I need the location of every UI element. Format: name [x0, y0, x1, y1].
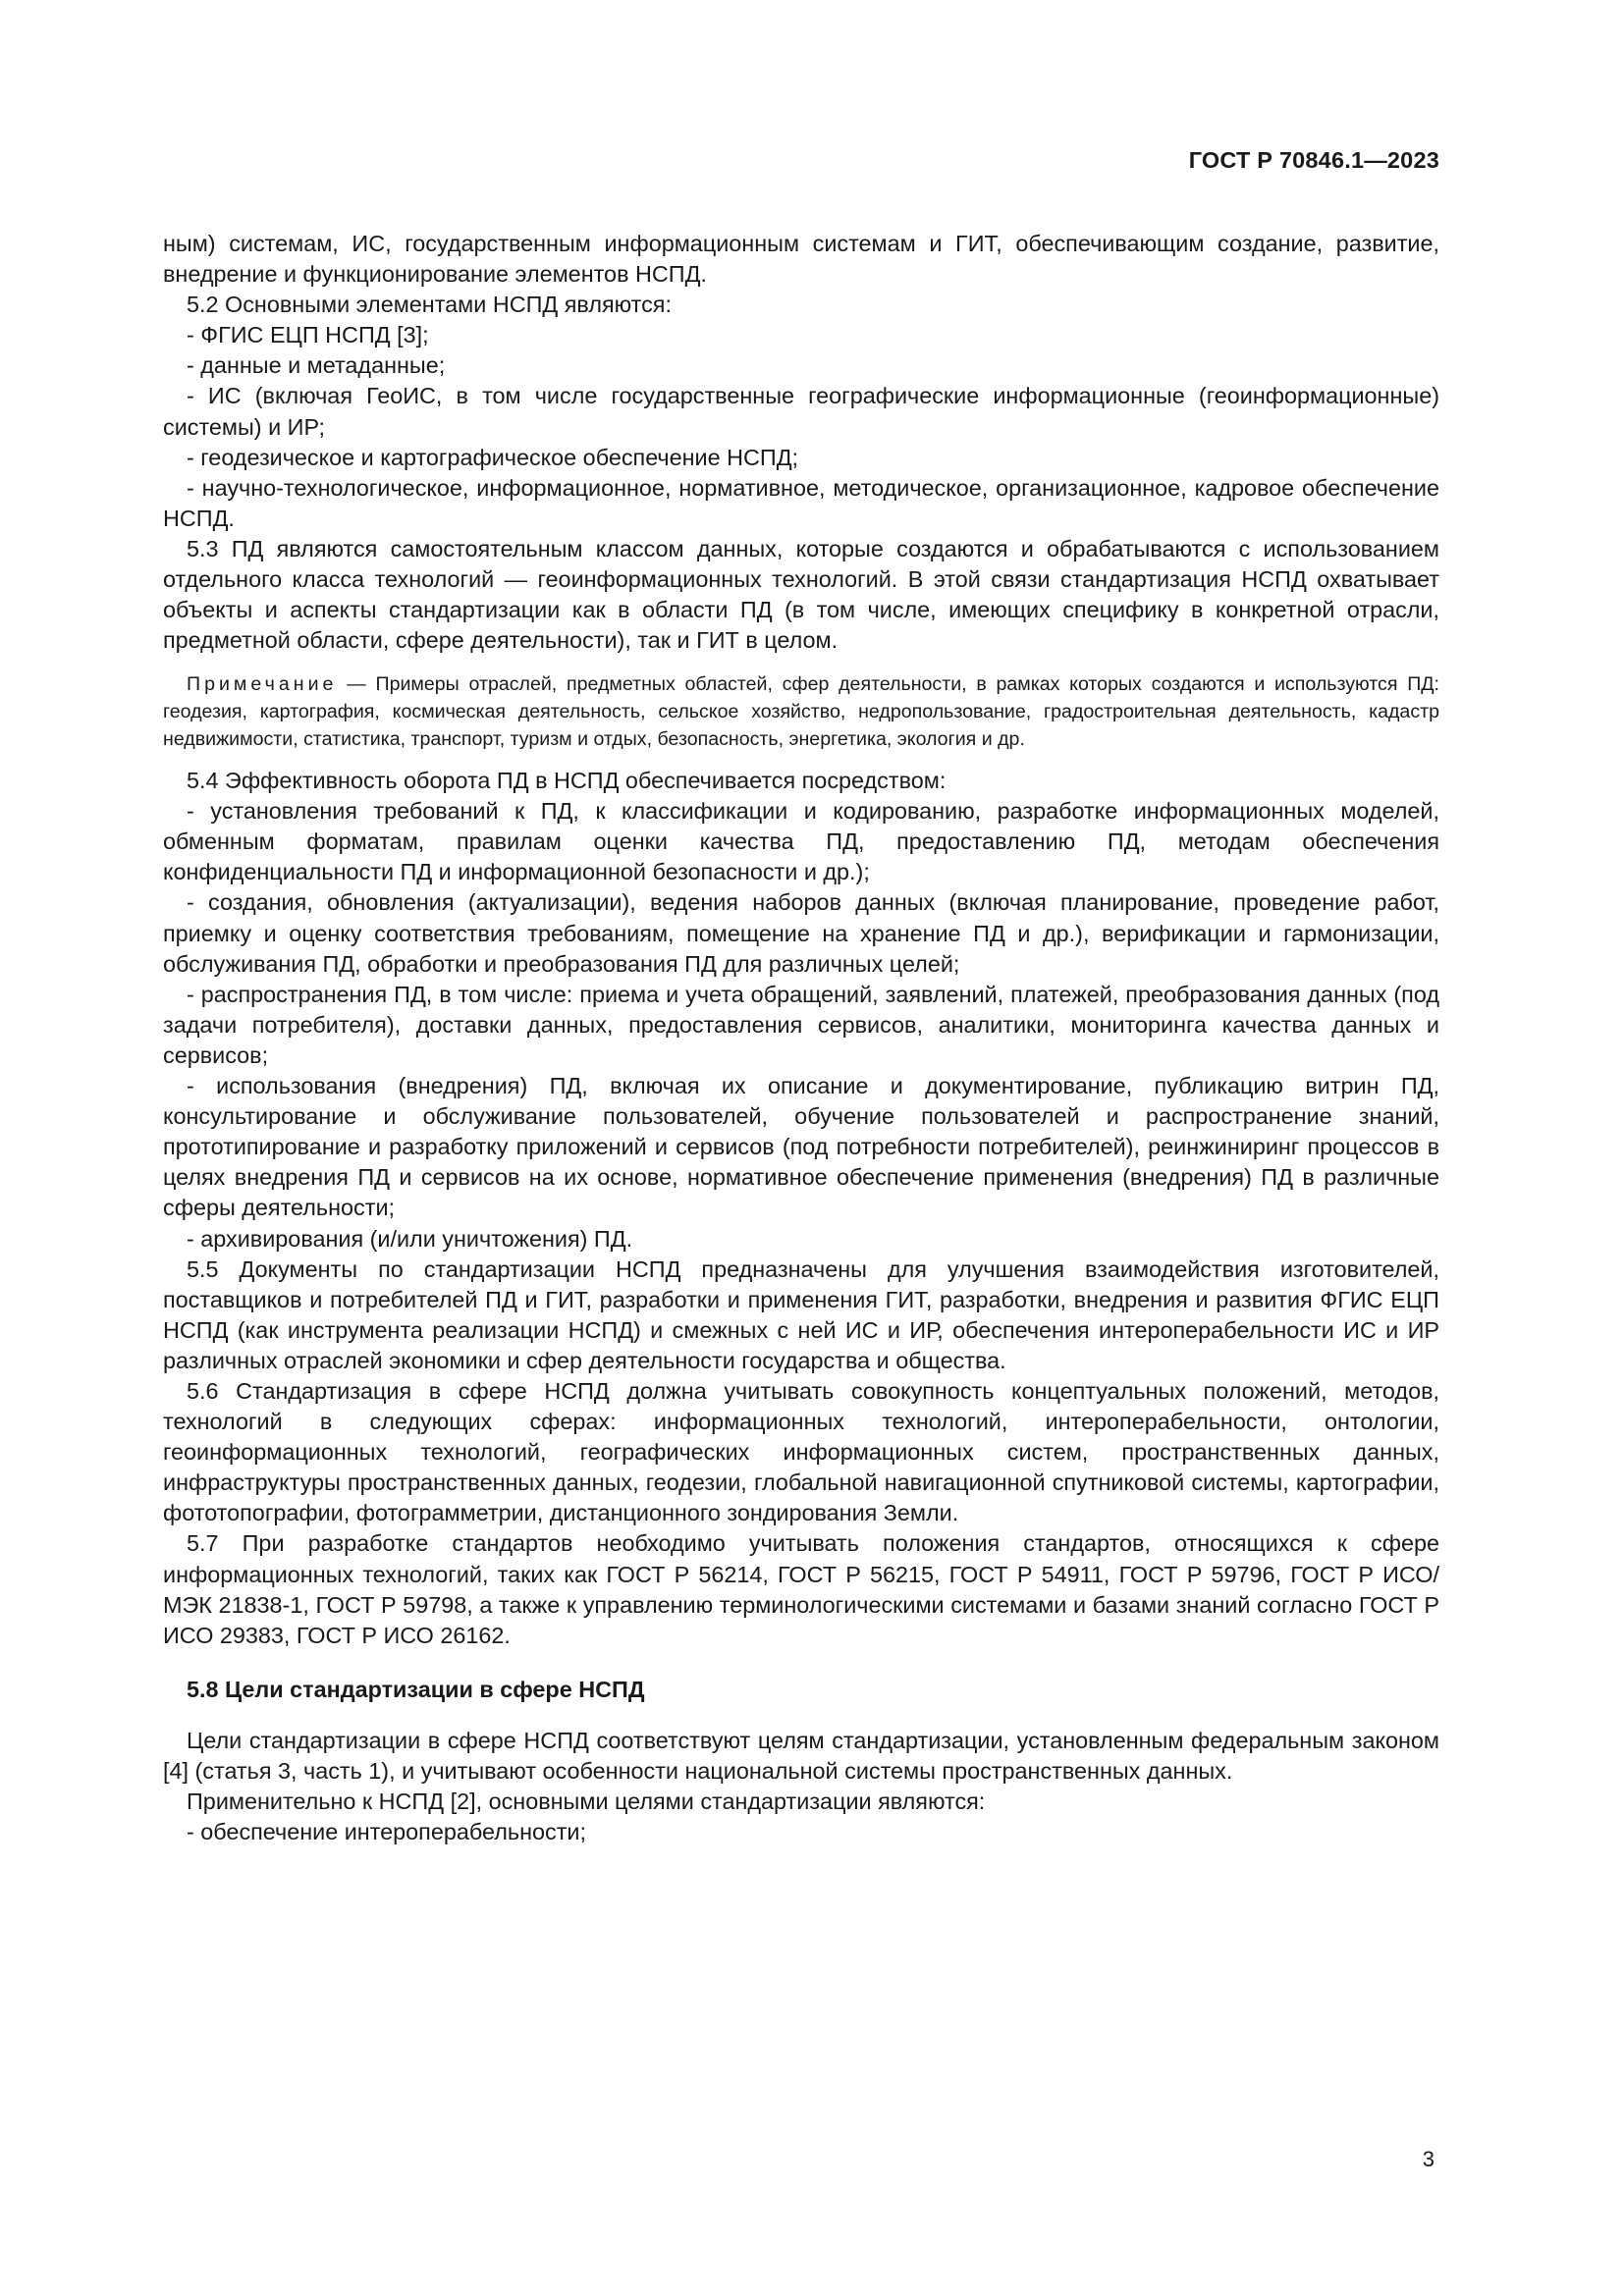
list-item: - распространения ПД, в том числе: приема и учета обращений, заявлений, платежей, преобразования данных (под задачи потребителя), доставки данных, предоставления сервисов, аналитики, мониторинга качества данных и сервисов;	[163, 981, 1439, 1068]
list-item: - установления требований к ПД, к классификации и кодированию, разработке информационных моделей, обменным форматам, правилам оценки качества ПД, предоставлению ПД, методам обеспечения конфиденциальности ПД и информационной безопасности и др.);	[163, 798, 1439, 885]
list-item: - ФГИС ЕЦП НСПД [3];	[187, 322, 429, 348]
paragraph-5-6: 5.6 Стандартизация в сфере НСПД должна учитывать совокупность концептуальных положений, методов, технологий в следующих сферах: информационных технологий, интероперабельности, онтологии, геоинформационных технологий, географических информационных систем, пространственных данных, инфраструктуры пространственных данных, геодезии, глобальной навигационной спутниковой системы, картографии, фототопографии, фотограмметрии, дистанционного зондирования Земли.	[163, 1377, 1439, 1526]
list-item: - использования (внедрения) ПД, включая их описание и документирование, публикацию витрин ПД, консультирование и обслуживание пользователей, обучение пользователей и распространение знаний, прототипирование и разработку приложений и сервисов (под потребности потребителей), реинжиниринг процессов в целях внедрения ПД и сервисов на их основе, нормативное обеспечение применения (внедрения) ПД в различные сферы деятельности;	[163, 1073, 1439, 1221]
list-item: - обеспечение интероперабельности;	[187, 1819, 586, 1845]
list-item: - архивирования (и/или уничтожения) ПД.	[187, 1225, 633, 1252]
section-heading-5-8: 5.8 Цели стандартизации в сфере НСПД	[187, 1676, 645, 1702]
list-item: - научно-технологическое, информационное, нормативное, методическое, организационное, кадровое обеспечение НСПД.	[163, 474, 1439, 531]
paragraph-5-2: 5.2 Основными элементами НСПД являются:	[187, 292, 672, 318]
paragraph-5-3: 5.3 ПД являются самостоятельным классом данных, которые создаются и обрабатываются с использованием отдельного класса технологий — геоинформационных технологий. В этой связи стандартизация НСПД охватывает объекты и аспекты стандартизации как в области ПД (в том числе, имеющих специфику в конкретной отрасли, предметной области, сфере деятельности), так и ГИТ в целом.	[163, 535, 1439, 654]
list-item: - данные и метаданные;	[187, 352, 446, 379]
list-item: - геодезическое и картографическое обеспечение НСПД;	[187, 444, 799, 470]
page-number: 3	[1422, 2147, 1435, 2171]
paragraph-5-4: 5.4 Эффективность оборота ПД в НСПД обеспечивается посредством:	[187, 768, 947, 794]
note-block	[163, 671, 1439, 753]
list-item: - ИС (включая ГеоИС, в том числе государственные географические информационные (геоинформационные) системы) и ИР;	[163, 383, 1439, 440]
document-header: ГОСТ Р 70846.1—2023	[1188, 147, 1439, 173]
document-body	[163, 229, 1439, 1847]
paragraph-5-5: 5.5 Документы по стандартизации НСПД предназначены для улучшения взаимодействия изготовителей, поставщиков и потребителей ПД и ГИТ, разработки и применения ГИТ, разработки, внедрения и развития ФГИС ЕЦП НСПД (как инструмента реализации НСПД) и смежных с ней ИС и ИР, обеспечения интероперабельности ИС и ИР различных отраслей экономики и сфер деятельности государства и общества.	[163, 1255, 1439, 1373]
note-label: Примечание	[187, 673, 338, 696]
paragraph-5-8-goals: Применительно к НСПД [2], основными целями стандартизации являются:	[187, 1789, 986, 1815]
paragraph-continuation: ным) системам, ИС, государственным информационным системам и ГИТ, обеспечивающим создание, развитие, внедрение и функционирование элементов НСПД.	[163, 231, 1439, 288]
paragraph-5-7: 5.7 При разработке стандартов необходимо учитывать положения стандартов, относящихся к сфере информационных технологий, таких как ГОСТ Р 56214, ГОСТ Р 56215, ГОСТ Р 54911, ГОСТ Р 59796, ГОСТ Р ИСО/МЭК 21838-1, ГОСТ Р 59798, а также к управлению терминологическими системами и базами знаний согласно ГОСТ Р ИСО 29383, ГОСТ Р ИСО 26162.	[163, 1530, 1439, 1648]
paragraph-5-8-intro: Цели стандартизации в сфере НСПД соответствуют целям стандартизации, установленным федеральным законом [4] (статья 3, часть 1), и учитывают особенности национальной системы пространственных данных.	[163, 1727, 1439, 1784]
list-item: - создания, обновления (актуализации), ведения наборов данных (включая планирование, проведение работ, приемку и оценку соответствия требованиям, помещение на хранение ПД и др.), верификации и гармонизации, обслуживания ПД, обработки и преобразования ПД для различных целей;	[163, 889, 1439, 977]
note-text: — Примеры отраслей, предметных областей, сфер деятельности, в рамках которых создаются и используются ПД: геодезия, картография, космическая деятельность, сельское хозяйство, недропользование, градостроительная деятельность, кадастр недвижимости, статистика, транспорт, туризм и отдых, безопасность, энергетика, экология и др.	[163, 673, 1439, 750]
